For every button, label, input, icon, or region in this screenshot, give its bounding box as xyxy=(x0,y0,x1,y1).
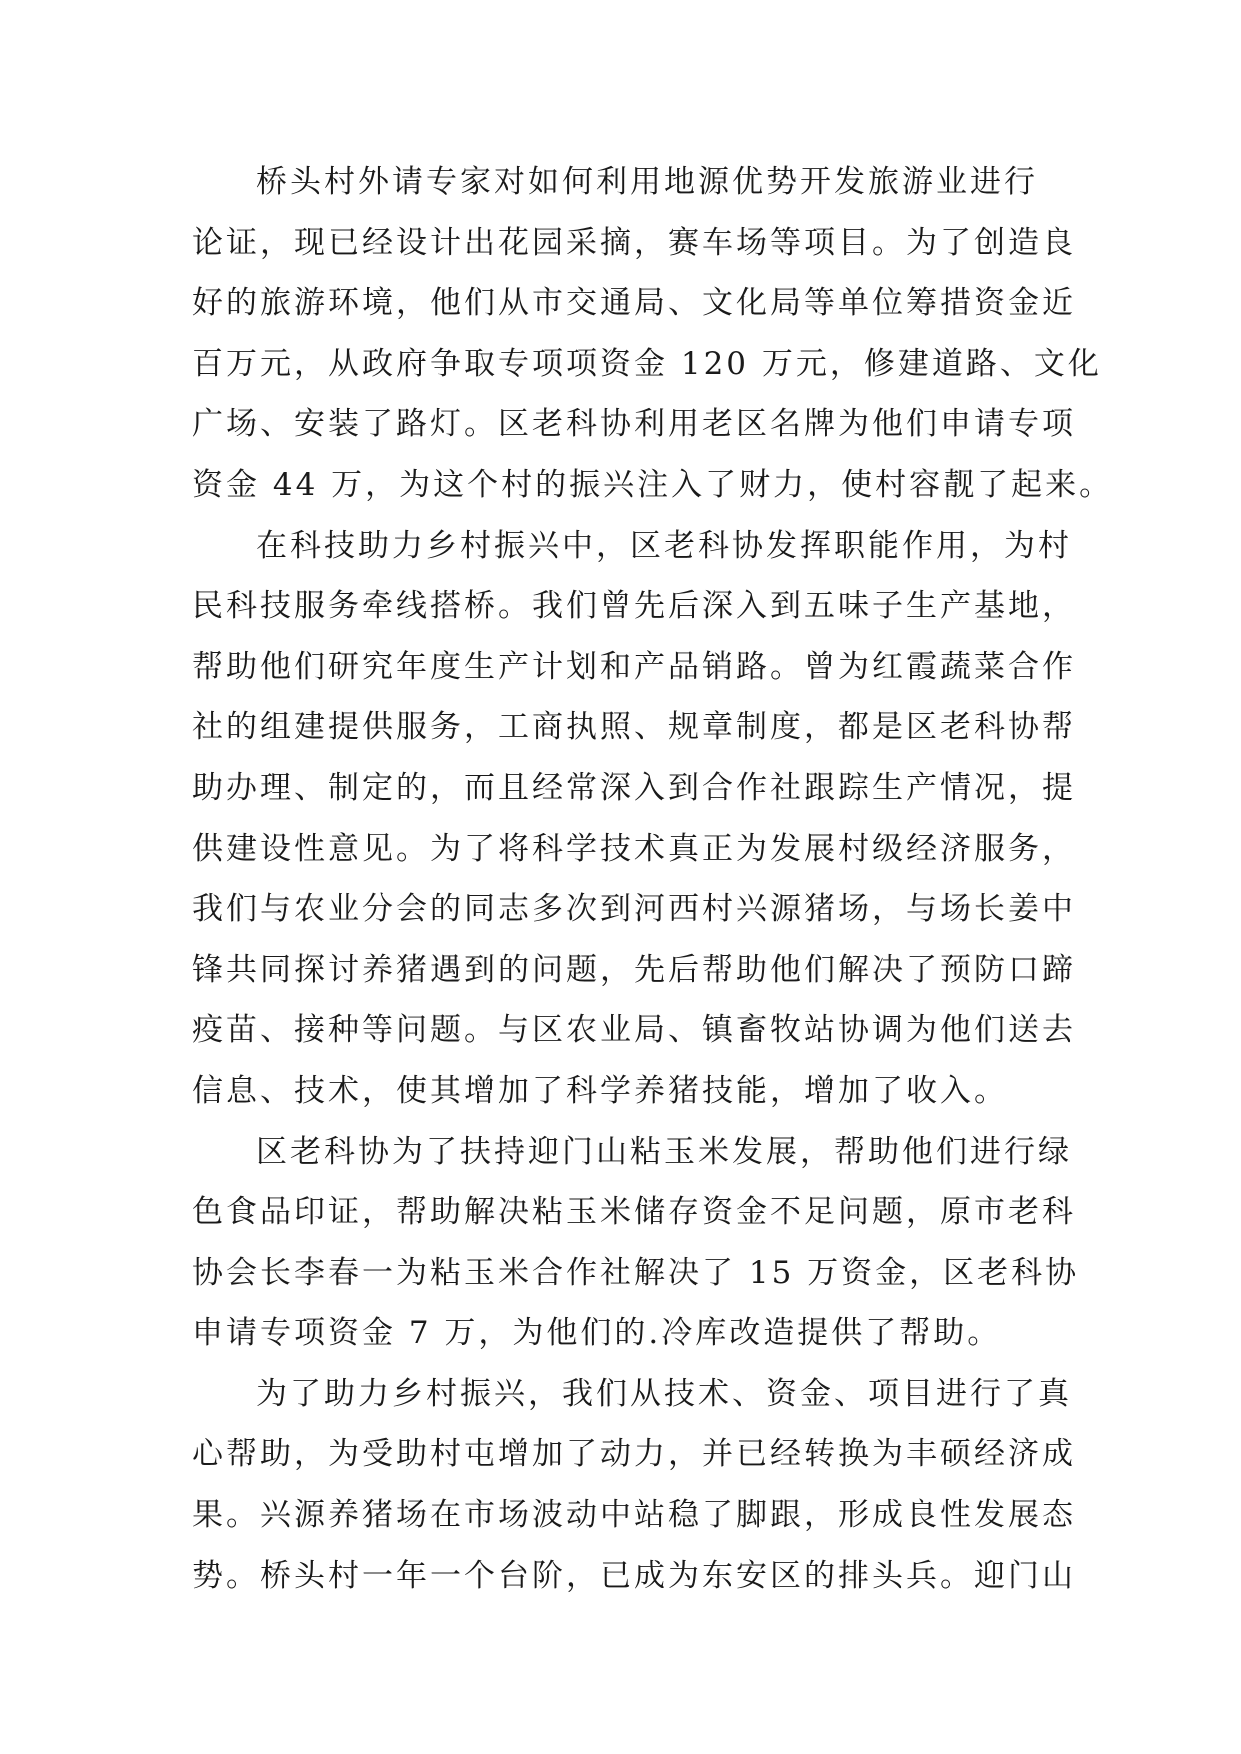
text-line: 信息、技术，使其增加了科学养猪技能，增加了收入。 xyxy=(192,1072,1008,1109)
text-line: 广场、安装了路灯。区老科协利用老区名牌为他们申请专项 xyxy=(192,406,1076,443)
text-line: 疫苗、接种等问题。与区农业局、镇畜牧站协调为他们送去 xyxy=(192,1012,1076,1049)
text-line: 论证，现已经设计出花园采摘，赛车场等项目。为了创造良 xyxy=(192,224,1076,261)
text-line: 桥头村外请专家对如何利用地源优势开发旅游业进行 xyxy=(256,164,1038,200)
text-line: 心帮助，为受助村屯增加了动力，并已经转换为丰硕经济成 xyxy=(192,1436,1076,1473)
paragraph xyxy=(192,1364,1076,1606)
text-line: 果。兴源养猪场在市场波动中站稳了脚跟，形成良性发展态 xyxy=(192,1497,1076,1534)
paragraph xyxy=(192,1122,1080,1364)
text-line: 百万元，从政府争取专项项资金 120 万元，修建道路、文化 xyxy=(192,345,1102,382)
text-line: 区老科协为了扶持迎门山粘玉米发展，帮助他们进行绿 xyxy=(256,1133,1072,1170)
text-line: 好的旅游环境，他们从市交通局、文化局等单位筹措资金近 xyxy=(192,285,1076,322)
body-text xyxy=(192,152,1114,1606)
text-line: 在科技助力乡村振兴中，区老科协发挥职能作用，为村 xyxy=(256,527,1072,564)
text-line: 协会长李春一为粘玉米合作社解决了 15 万资金，区老科协 xyxy=(192,1254,1080,1291)
text-line: 锋共同探讨养猪遇到的问题，先后帮助他们解决了预防口蹄 xyxy=(192,951,1076,988)
text-line: 民科技服务牵线搭桥。我们曾先后深入到五味子生产基地， xyxy=(192,588,1076,625)
text-line: 资金 44 万，为这个村的振兴注入了财力，使村容靓了起来。 xyxy=(192,466,1114,503)
text-line: 助办理、制定的，而且经常深入到合作社跟踪生产情况，提 xyxy=(192,769,1076,806)
text-line: 社的组建提供服务，工商执照、规章制度，都是区老科协帮 xyxy=(192,709,1076,746)
text-line: 我们与农业分会的同志多次到河西村兴源猪场，与场长姜中 xyxy=(192,891,1076,928)
text-line: 势。桥头村一年一个台阶，已成为东安区的排头兵。迎门山 xyxy=(192,1557,1076,1594)
text-line: 色食品印证，帮助解决粘玉米储存资金不足问题，原市老科 xyxy=(192,1194,1076,1231)
text-line: 供建设性意见。为了将科学技术真正为发展村级经济服务， xyxy=(192,830,1076,867)
text-line: 申请专项资金 7 万，为他们的.冷库改造提供了帮助。 xyxy=(192,1315,1002,1352)
paragraph xyxy=(192,516,1076,1122)
text-line: 帮助他们研究年度生产计划和产品销路。曾为红霞蔬菜合作 xyxy=(192,648,1076,685)
paragraph xyxy=(192,152,1114,516)
text-line: 为了助力乡村振兴，我们从技术、资金、项目进行了真 xyxy=(256,1375,1072,1412)
